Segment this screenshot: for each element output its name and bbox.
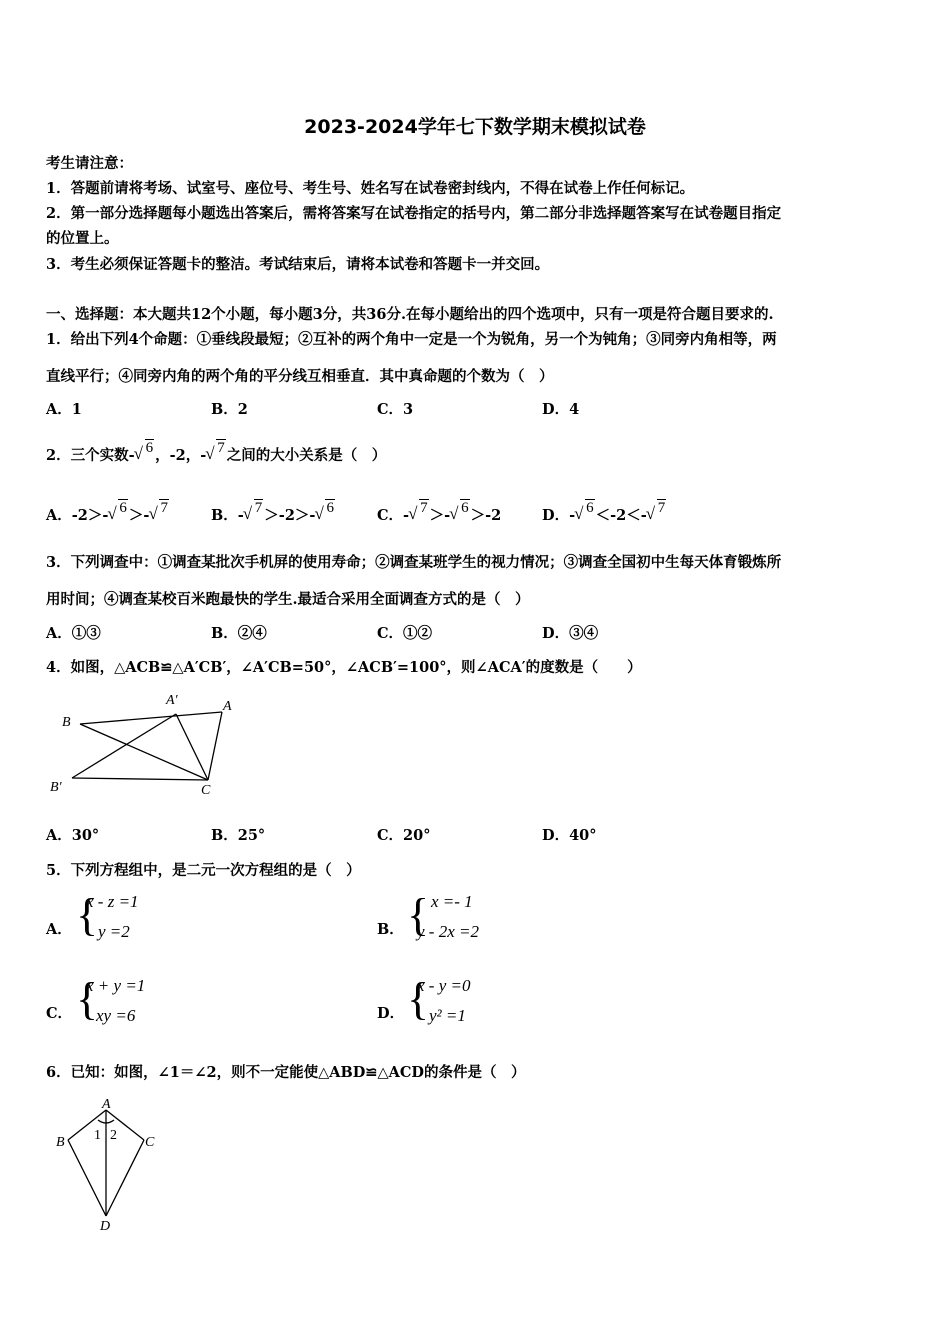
q2-d-part1: - <box>569 507 576 524</box>
q2-d-sqrt6: 6 <box>586 500 594 516</box>
line-a-c <box>208 712 222 780</box>
q3-option-d: D．③④ <box>542 625 599 642</box>
sqrt6-radical <box>136 440 155 465</box>
q5-a-row2: y =2 <box>98 922 130 941</box>
q2-b-label: B． <box>211 507 238 524</box>
line-c-d <box>106 1140 144 1216</box>
label-angle-1: 1 <box>94 1128 101 1143</box>
sqrt7-radical <box>410 500 429 525</box>
sqrt6-radical <box>316 500 335 525</box>
label-b-prime: B′ <box>50 780 62 795</box>
q2-a-sqrt7: 7 <box>160 500 168 516</box>
q5-option-d-system <box>407 973 527 1036</box>
sqrt7-radical <box>245 500 264 525</box>
q4-option-b: B．25° <box>211 827 266 844</box>
label-a: A <box>102 1097 111 1112</box>
sqrt6-radical <box>451 500 470 525</box>
label-a-prime: A′ <box>166 693 178 708</box>
q2-a-sqrt6: 6 <box>119 500 127 516</box>
notice-item-3: 3．考生必须保证答题卡的整洁。考试结束后，请将本试卷和答题卡一并交回。 <box>46 256 550 273</box>
q2-sep1: ， <box>155 447 170 464</box>
q1-option-c: C．3 <box>377 401 414 418</box>
question-3-line-2: 用时间；④调查某校百米跑最快的学生.最适合采用全面调查方式的是（ ） <box>46 591 530 608</box>
notice-item-1: 1．答题前请将考场、试室号、座位号、考生号、姓名写在试卷密封线内，不得在试卷上作任何标记。 <box>46 180 695 197</box>
brace-icon: { <box>76 889 99 940</box>
q5-a-row1: x - z =1 <box>86 892 139 911</box>
q5-d-row1: x - y =0 <box>417 976 471 995</box>
label-d: D <box>100 1219 111 1232</box>
q1-option-b: B．2 <box>211 401 248 418</box>
q5-option-d-label: D． <box>377 1005 405 1022</box>
brace-icon: { <box>76 973 99 1024</box>
line-b-a <box>80 712 222 724</box>
q4-option-a: A．30° <box>46 827 100 844</box>
label-b: B <box>56 1135 65 1150</box>
q2-b-part2: ＞-2＞- <box>264 507 316 524</box>
q1-option-d: D．4 <box>542 401 580 418</box>
q5-option-c-label: C． <box>46 1005 73 1022</box>
question-3-line-1: 3．下列调查中：①调查某批次手机屏的使用寿命；②调查某班学生的视力情况；③调查全国初中生每天体育锻炼所 <box>46 554 782 571</box>
section-heading: 一、选择题：本大题共12个小题，每小题3分，共36分.在每小题给出的四个选项中，只有一项是符合题目要求的. <box>46 306 774 323</box>
kite-figure-q6 <box>50 1092 170 1232</box>
q5-option-c-system <box>76 973 196 1036</box>
sqrt6-radical <box>576 500 595 525</box>
label-a: A <box>223 699 232 714</box>
q2-c-part3: ＞-2 <box>470 507 502 524</box>
q2-sqrt7-radicand: 7 <box>217 440 225 456</box>
q2-prefix: 2．三个实数 <box>46 447 129 464</box>
q2-c-sqrt7: 7 <box>420 500 428 516</box>
question-5: 5．下列方程组中，是二元一次方程组的是（ ） <box>46 862 361 879</box>
line-b1-c <box>72 778 208 780</box>
brace-icon: { <box>407 973 430 1024</box>
label-c: C <box>145 1135 155 1150</box>
label-c: C <box>201 783 211 798</box>
q2-neg: - <box>128 447 135 464</box>
q2-a-part2: ＞- <box>128 507 150 524</box>
q2-b-sqrt6: 6 <box>326 500 334 516</box>
q2-c-part2: ＞- <box>429 507 451 524</box>
q5-c-row1: x + y =1 <box>86 976 146 995</box>
q4-option-d: D．40° <box>542 827 597 844</box>
q2-sep2: ， <box>185 447 201 464</box>
q1-option-a: A．1 <box>46 401 82 418</box>
q2-c-part1: - <box>403 507 410 524</box>
q5-b-row1: x =- 1 <box>431 892 473 911</box>
sqrt7-radical <box>150 500 169 525</box>
question-6: 6．已知：如图，∠1＝∠2，则不一定能使△ABD≌△ACD的条件是（ ） <box>46 1064 526 1081</box>
q4-option-c: C．20° <box>377 827 431 844</box>
q2-a-part1: -2＞- <box>71 507 109 524</box>
q2-d-label: D． <box>542 507 570 524</box>
q2-option-b <box>211 500 336 525</box>
q2-suffix: 之间的大小关系是（ ） <box>226 447 387 464</box>
label-b: B <box>62 715 71 730</box>
q2-a-label: A． <box>46 507 72 524</box>
label-angle-2: 2 <box>110 1128 117 1143</box>
notice-heading: 考生请注意： <box>46 155 133 172</box>
q5-option-b-label: B． <box>377 921 404 938</box>
line-b-d <box>68 1140 106 1216</box>
sqrt7-radical <box>207 440 226 465</box>
q3-option-a: A．①③ <box>46 625 101 642</box>
q2-minus-two: -2 <box>169 447 186 464</box>
sqrt6-radical <box>109 500 128 525</box>
question-2 <box>46 440 387 465</box>
q2-option-d <box>542 500 667 525</box>
line-a1-c <box>176 714 208 780</box>
q5-b-row2: y - 2x =2 <box>417 922 479 941</box>
q3-option-c: C．①② <box>377 625 433 642</box>
q3-option-b: B．②④ <box>211 625 267 642</box>
q2-sqrt6-radicand: 6 <box>145 440 154 456</box>
q2-b-part1: - <box>237 507 244 524</box>
brace-icon: { <box>407 889 430 940</box>
q2-option-a <box>46 500 170 525</box>
q2-option-c <box>377 500 502 525</box>
sqrt7-radical <box>648 500 667 525</box>
line-b-c <box>80 724 208 780</box>
q2-d-sqrt7: 7 <box>657 500 666 516</box>
q5-option-a-label: A． <box>46 921 72 938</box>
triangle-figure-q4 <box>46 690 246 805</box>
q5-c-row2: xy =6 <box>96 1006 136 1025</box>
page-title: 2023-2024学年七下数学期末模拟试卷 <box>304 116 646 138</box>
question-4: 4．如图，△ACB≌△A′CB′，∠A′CB=50°，∠ACB′=100°，则∠ACA′的度数是（ ） <box>46 659 642 676</box>
question-1-line-2: 直线平行；④同旁内角的两个角的平分线互相垂直．其中真命题的个数为（ ） <box>46 368 554 385</box>
question-1-line-1: 1．给出下列4个命题：①垂线段最短；②互补的两个角中一定是一个为锐角，另一个为钝角；③同旁内角相等，两 <box>46 331 777 348</box>
q2-d-part2: ＜-2＜- <box>595 507 647 524</box>
q5-d-row2: y² =1 <box>429 1006 466 1025</box>
q5-option-b-system <box>407 889 527 952</box>
q2-neg2: - <box>200 447 207 464</box>
notice-item-2-cont: 的位置上。 <box>46 230 119 247</box>
q2-b-sqrt7: 7 <box>254 500 263 516</box>
q2-c-sqrt6: 6 <box>461 500 469 516</box>
q5-option-a-system <box>76 889 196 952</box>
q2-c-label: C． <box>377 507 404 524</box>
notice-item-2: 2．第一部分选择题每小题选出答案后，需将答案写在试卷指定的括号内，第二部分非选择题答案写在试卷题目指定 <box>46 205 782 222</box>
